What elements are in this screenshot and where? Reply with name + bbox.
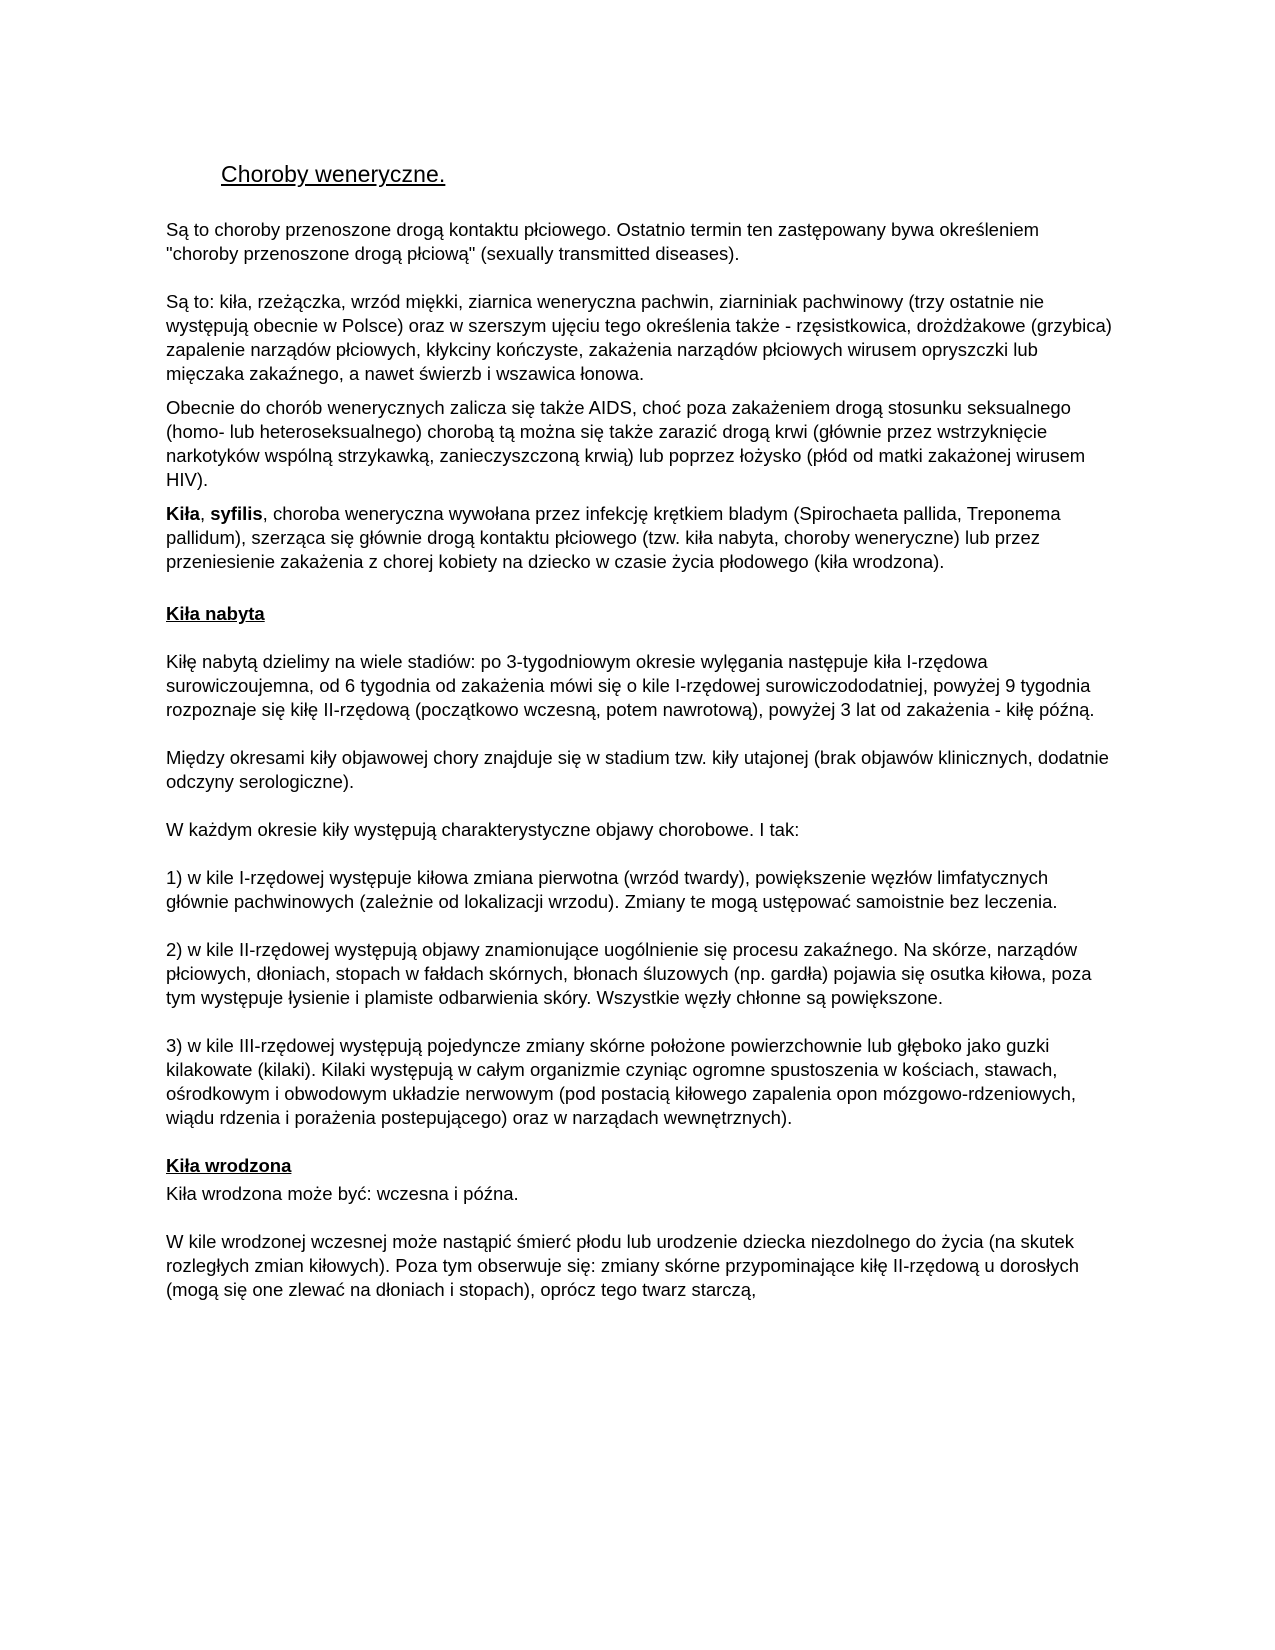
paragraph-latent: Między okresami kiły objawowej chory znajduje się w stadium tzw. kiły utajonej (brak objawów klinicznych, dodatnie odczyny serologiczne). — [166, 747, 1109, 792]
paragraph-stage-2: 2) w kile II-rzędowej występują objawy znamionujące uogólnienie się procesu zakaźnego. Na skórze, narządów płciowych, dłoniach, stopach w fałdach skórnych, błonach śluzowych (np. gardła) pojawia się osutka kiłowa, poza tym występuje łysienie i plamiste odbarwienia skóry. Wszystkie węzły chłonne są powiększone. — [166, 939, 1092, 1008]
paragraph-nabyta-stages: Kiłę nabytą dzielimy na wiele stadiów: po 3-tygodniowym okresie wylęgania następuje kiła I-rzędowa surowiczoujemna, od 6 tygodnia od zakażenia mówi się o kile I-rzędowej surowiczododatniej, powyżej 9 tygodnia rozpoznaje się kiłę II-rzędową (początkowo wczesną, potem nawrotową), powyżej 3 lat od zakażenia - kiłę późną. — [166, 651, 1095, 720]
paragraph-stage-3: 3) w kile III-rzędowej występują pojedyncze zmiany skórne położone powierzchownie lub głęboko jako guzki kilakowate (kilaki). Kilaki występują w całym organizmie czyniąc ogromne spustoszenia w kościach, stawach, ośrodkowym i obwodowym układzie nerwowym (pod postacią kiłowego zapalenia opon mózgowo-rdzeniowych, wiądu rdzenia i porażenia postepującego) oraz w narządach wewnętrznych). — [166, 1035, 1077, 1128]
term-separator: , — [199, 503, 211, 524]
paragraph-wrodzona-types: Kiła wrodzona może być: wczesna i późna. — [166, 1183, 519, 1204]
paragraph-wrodzona-early: W kile wrodzonej wczesnej może nastąpić śmierć płodu lub urodzenie dziecka niezdolnego do życia (na skutek rozległych zmian kiłowych). Poza tym obserwuje się: zmiany skórne przypominające kiłę II-rzędową u dorosłych (mogą się one zlewać na dłoniach i stopach), oprócz tego twarz starczą, — [166, 1231, 1080, 1300]
paragraph-list: Są to: kiła, rzeżączka, wrzód miękki, ziarnica weneryczna pachwin, ziarniniak pachwinowy (trzy ostatnie nie występują obecnie w Polsce) oraz w szerszym ujęciu tego określenia także - rzęsistkowica, drożdżakowe (grzybica) zapalenie narządów płciowych, kłykciny kończyste, zakażenia narządów płciowych wirusem opryszczki lub mięczaka zakaźnego, a nawet świerzb i wszawica łonowa. — [166, 291, 1112, 384]
paragraph-aids: Obecnie do chorób wenerycznych zalicza się także AIDS, choć poza zakażeniem drogą stosunku seksualnego (homo- lub heteroseksualnego) chorobą tą można się także zarazić drogą krwi (głównie przez wstrzyknięcie narkotyków wspólną strzykawką, zanieczyszczoną krwią) lub poprzez łożysko (płód od matki zakażonej wirusem HIV). — [166, 397, 1086, 490]
term-kila: Kiła — [166, 503, 200, 524]
term-syfilis: syfilis — [210, 503, 263, 524]
paragraph-intro: Są to choroby przenoszone drogą kontaktu płciowego. Ostatnio termin ten zastępowany bywa określeniem "choroby przenoszone drogą płciową" (sexually transmitted diseases). — [166, 219, 1040, 264]
page-title: Choroby weneryczne. — [221, 161, 446, 187]
section-heading-kila-nabyta: Kiła nabyta — [166, 603, 265, 624]
paragraph-each-period: W każdym okresie kiły występują charakterystyczne objawy chorobowe. I tak: — [166, 819, 800, 840]
paragraph-kila-definition — [166, 502, 1116, 574]
section-heading-kila-wrodzona: Kiła wrodzona — [166, 1155, 292, 1176]
document-body — [166, 160, 1116, 1302]
paragraph-stage-1: 1) w kile I-rzędowej występuje kiłowa zmiana pierwotna (wrzód twardy), powiększenie węzłów limfatycznych głównie pachwinowych (zależnie od lokalizacji wrzodu). Zmiany te mogą ustępować samoistnie bez leczenia. — [166, 867, 1058, 912]
kila-definition-text: , choroba weneryczna wywołana przez infekcję krętkiem bladym (Spirochaeta pallida, Treponema pallidum), szerząca się głównie drogą kontaktu płciowego (tzw. kiła nabyta, choroby weneryczne) lub przez przeniesienie zakażenia z chorej kobiety na dziecko w czasie życia płodowego (kiła wrodzona). — [166, 503, 1061, 572]
